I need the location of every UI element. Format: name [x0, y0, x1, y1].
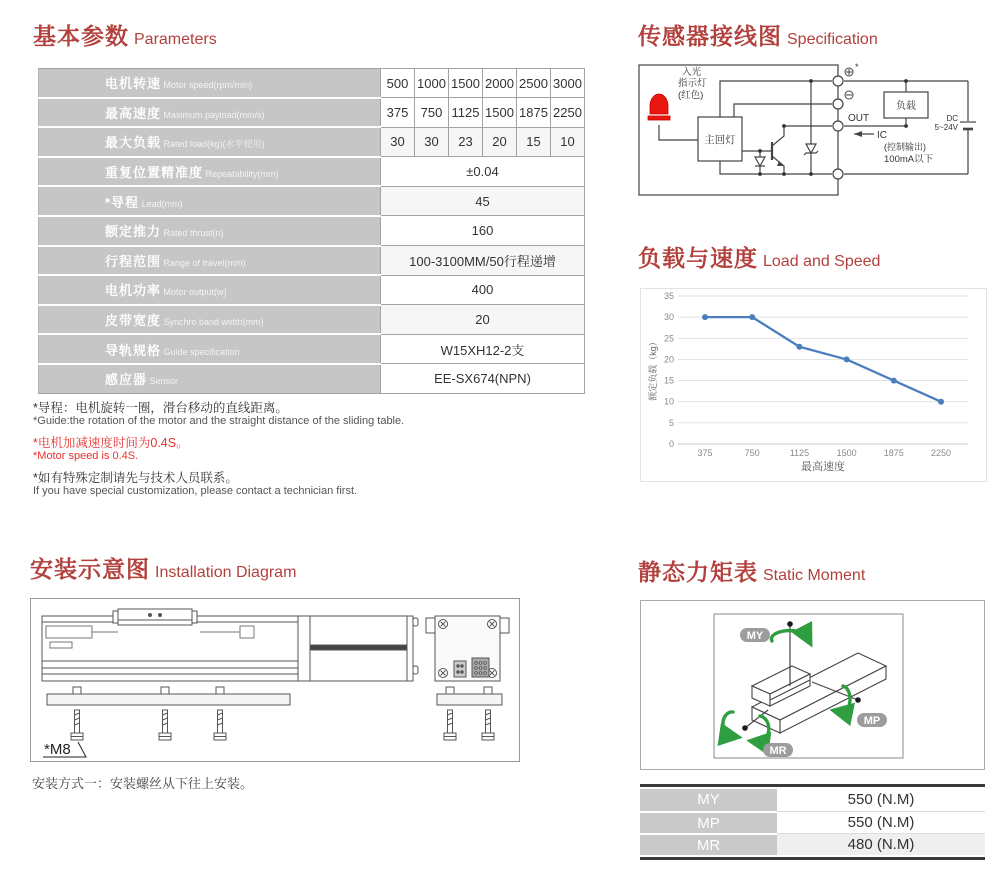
x-tick-label: 1875: [883, 448, 904, 458]
param-label: 感应器 Sensor: [39, 364, 381, 393]
x-axis-label: 最高速度: [801, 461, 845, 473]
main-circuit-label: 主回灯: [704, 134, 736, 146]
load-speed-section-title: [638, 240, 880, 273]
param-value: 1500: [449, 69, 483, 98]
load-speed-chart: [641, 289, 986, 481]
param-value: 1500: [483, 98, 517, 128]
battery-icon: [960, 122, 976, 129]
ic-arrow-icon: [854, 131, 874, 137]
zener-diode-icon: [804, 144, 818, 174]
param-value: 400: [381, 275, 585, 305]
y-tick-label: 35: [663, 291, 674, 301]
param-label: *导程 Lead(mm): [39, 186, 381, 216]
mr-badge: MR: [769, 745, 787, 757]
static-moment-diagram: [640, 600, 985, 770]
transistor-icon: [742, 126, 784, 174]
param-value: 10: [551, 127, 585, 157]
carriage-block: [113, 609, 197, 625]
param-value: 1125: [449, 98, 483, 128]
moment-label: MY: [640, 789, 777, 811]
indicator-label-line1: 入光: [682, 67, 702, 78]
param-value: ±0.04: [381, 157, 585, 187]
installation-diagram: [30, 598, 520, 762]
parameters-notes: [33, 401, 593, 506]
param-value: 15: [517, 127, 551, 157]
param-value: 1875: [517, 98, 551, 128]
data-point: [702, 314, 708, 320]
footnote: *电机加减速度时间为0.4S。 *Motor speed is 0.4S.: [33, 436, 189, 462]
param-value: 500: [381, 69, 415, 98]
param-value: EE-SX674(NPN): [381, 364, 585, 393]
param-value: 1000: [415, 69, 449, 98]
param-row: [39, 98, 585, 128]
wiring-title-en: Specification: [787, 31, 878, 48]
ic-label: IC: [877, 130, 887, 141]
y-tick-label: 0: [668, 439, 674, 449]
param-value: 20: [483, 127, 517, 157]
x-tick-label: 1500: [836, 448, 857, 458]
mounting-plate-left: [47, 694, 290, 705]
param-row: [39, 69, 585, 98]
parameters-title-en: Parameters: [134, 31, 217, 48]
indicator-label-line3: (红色): [678, 90, 704, 101]
static-moment-title-en: Static Moment: [763, 567, 866, 584]
wiring-title-zh: 传感器接线图: [638, 23, 782, 49]
param-label: 最高速度 Maximum payload(mm/s): [39, 98, 381, 128]
param-value: 2250: [551, 98, 585, 128]
param-row: [39, 305, 585, 335]
y-tick-label: 25: [663, 333, 674, 344]
data-point: [938, 399, 944, 405]
param-label: 额定推力 Rated thrust(n): [39, 216, 381, 246]
moment-value: 550 (N.M): [777, 811, 985, 833]
connector-small-icon: [454, 661, 466, 677]
indicator-label-line2: 指示灯: [678, 78, 707, 89]
x-tick-label: 2250: [930, 448, 952, 458]
x-tick-label: 375: [697, 448, 713, 458]
param-row: [39, 127, 585, 157]
led-indicator-icon: [648, 94, 670, 120]
param-value: W15XH12-2支: [381, 334, 585, 364]
y-tick-label: 10: [663, 396, 674, 407]
param-row: [39, 157, 585, 187]
static-moment-table: [640, 784, 985, 860]
param-row: [39, 246, 585, 276]
m8-label: *M8: [44, 741, 71, 758]
parameters-title-zh: 基本参数: [33, 23, 129, 49]
load-speed-title-en: Load and Speed: [763, 253, 881, 270]
data-point: [796, 344, 802, 350]
param-value: 30: [381, 127, 415, 157]
load-speed-title-zh: 负载与速度: [638, 245, 758, 271]
y-tick-label: 20: [663, 354, 674, 365]
dc-voltage-label: 5~24V: [934, 123, 958, 132]
wiring-section-title: [638, 18, 878, 51]
terminal-out: [833, 121, 843, 131]
y-tick-label: 15: [663, 375, 674, 386]
sensor-body-outline: [639, 65, 838, 195]
x-tick-label: 750: [744, 448, 760, 458]
installation-title-en: Installation Diagram: [155, 564, 297, 581]
plus-star-label: *: [855, 62, 859, 72]
param-value: 160: [381, 216, 585, 246]
terminal-common: [833, 169, 843, 179]
mounting-plate-right: [437, 694, 502, 705]
x-tick-label: 1125: [789, 448, 810, 458]
data-point: [844, 356, 850, 362]
moment-value: 550 (N.M): [777, 789, 985, 811]
my-badge: MY: [746, 630, 764, 642]
moment-value: 480 (N.M): [777, 833, 985, 855]
param-label: 行程范围 Range of travel(mm): [39, 246, 381, 276]
param-row: [39, 216, 585, 246]
param-value: 100-3100MM/50行程递增: [381, 246, 585, 276]
terminal-minus: [833, 99, 843, 109]
data-point: [749, 314, 755, 320]
data-point: [891, 378, 897, 384]
minus-symbol-icon: [845, 91, 853, 99]
param-label: 电机功率 Motor output(w): [39, 275, 381, 305]
moment-row: [640, 811, 985, 833]
param-value: 2500: [517, 69, 551, 98]
dc-label: DC: [946, 114, 958, 123]
installation-title-zh: 安装示意图: [30, 556, 150, 582]
diode-icon: [755, 151, 765, 174]
moment-row: [640, 789, 985, 811]
y-axis-label: 额定负载（kg）: [648, 337, 658, 401]
param-value: 2000: [483, 69, 517, 98]
param-label: 重复位置精准度 Repeatability(mm): [39, 157, 381, 187]
load-speed-chart-card: [640, 288, 987, 482]
param-row: [39, 364, 585, 393]
param-value: 30: [415, 127, 449, 157]
static-moment-section-title: [638, 554, 865, 587]
mp-badge: MP: [863, 715, 881, 727]
param-value: 3000: [551, 69, 585, 98]
y-tick-label: 30: [663, 312, 674, 323]
load-label: 负载: [896, 101, 916, 112]
plus-symbol-icon: [845, 68, 853, 76]
out-label: OUT: [848, 113, 870, 124]
param-label: 导轨规格 Guide specification: [39, 334, 381, 364]
actuator-end-view: [426, 616, 509, 681]
moment-row: [640, 833, 985, 855]
terminal-plus: [833, 76, 843, 86]
param-value: 20: [381, 305, 585, 335]
param-value: 23: [449, 127, 483, 157]
param-row: [39, 186, 585, 216]
current-limit-label: 100mA以下: [884, 154, 934, 165]
y-tick-label: 5: [668, 417, 674, 428]
control-output-label: (控制输出): [884, 142, 926, 152]
param-value: 45: [381, 186, 585, 216]
param-label: 皮带宽度 Synchro band width(mm): [39, 305, 381, 335]
footnote: *导程：电机旋转一圈，滑台移动的直线距离。 *Guide:the rotation of the motor and the straight distance of the sliding table.: [33, 401, 405, 427]
param-row: [39, 275, 585, 305]
param-label: 最大负载 Rated load(kg)(水平使用): [39, 127, 381, 157]
installation-section-title: [30, 551, 296, 584]
param-value: 375: [381, 98, 415, 128]
param-value: 750: [415, 98, 449, 128]
param-row: [39, 334, 585, 364]
static-moment-title-zh: 静态力矩表: [638, 559, 758, 585]
installation-caption: 安装方式一：安装螺丝从下往上安装。: [32, 776, 254, 791]
moment-label: MR: [640, 833, 777, 855]
moment-label: MP: [640, 811, 777, 833]
param-label: 电机转速 Motor speed(rpm/min): [39, 69, 381, 98]
parameters-section-title: [33, 18, 217, 51]
parameters-table: [38, 68, 585, 394]
footnote: *如有特殊定制请先与技术人员联系。 If you have special customization, please contact a technician first.: [33, 471, 358, 497]
motor-stripe: [310, 645, 407, 650]
sensor-wiring-diagram: [638, 62, 985, 207]
